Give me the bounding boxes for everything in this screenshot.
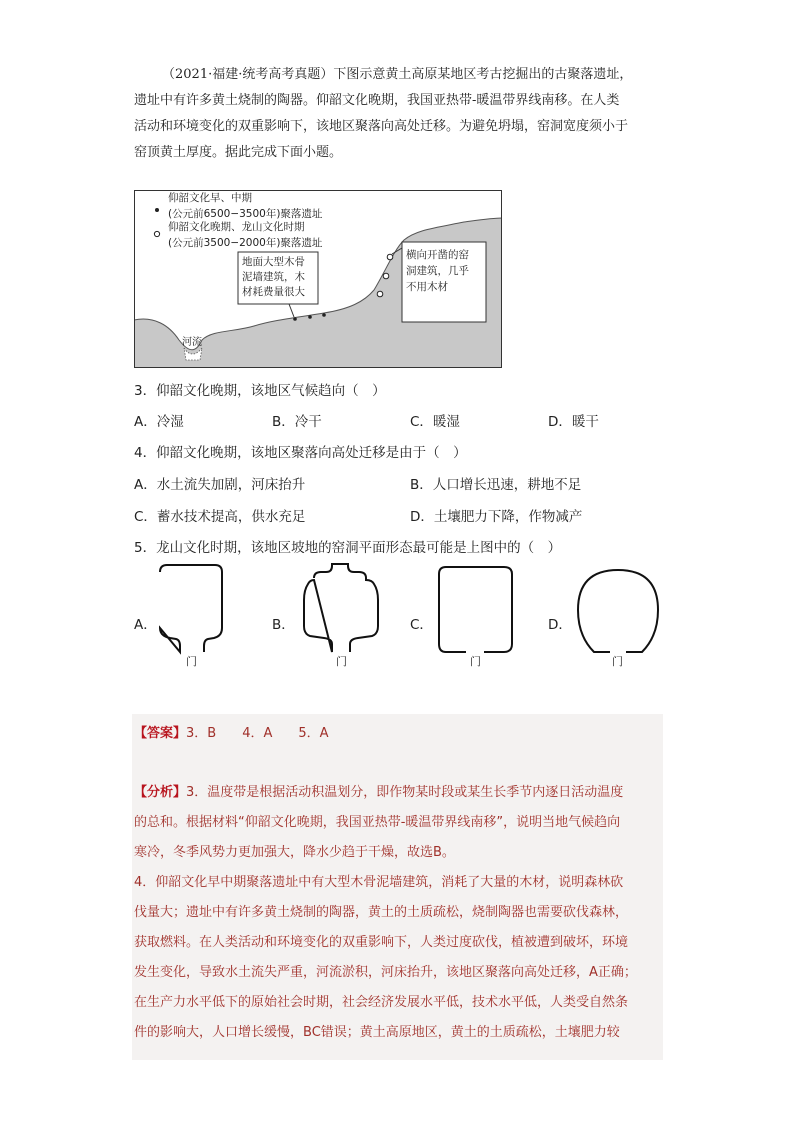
settlement-early-3 bbox=[322, 313, 326, 317]
q4-stem: 4．仰韶文化晚期，该地区聚落向高处迁移是由于（ ） bbox=[134, 445, 467, 461]
analysis-line: 寒冷，冬季风势力更加强大，降水少趋于干燥，故选B。 bbox=[134, 845, 455, 860]
settlement-late-2 bbox=[383, 273, 389, 279]
intro-line: 遗址中有许多黄土烧制的陶器。仰韶文化晚期，我国亚热带-暖温带界线南移。在人类 bbox=[134, 93, 620, 108]
q5-option-a[interactable]: A． bbox=[134, 617, 157, 633]
intro-line: （2021·福建·统考高考真题）下图示意黄土高原某地区考古挖掘出的古聚落遗址， bbox=[162, 67, 633, 82]
q5-option-b[interactable]: B． bbox=[272, 617, 295, 633]
door-label-c: 门 bbox=[470, 655, 481, 668]
legend1-text-2: (公元前6500−3500年)聚落遗址 bbox=[168, 208, 323, 220]
q4-option-b[interactable]: B．人口增长迅速，耕地不足 bbox=[410, 477, 582, 493]
legend2-text-1: 仰韶文化晚期、龙山文化时期 bbox=[168, 221, 305, 233]
analysis-tag: 【分析】 bbox=[134, 785, 187, 800]
answer-tag: 【答案】 bbox=[134, 726, 187, 741]
door-label-b: 门 bbox=[336, 655, 347, 668]
cave-plan-d bbox=[572, 566, 664, 668]
answer-text: 3．B 4．A 5．A bbox=[186, 726, 329, 741]
q4-option-d[interactable]: D．土壤肥力下降，作物减产 bbox=[410, 509, 583, 525]
callout2-text-1: 横向开凿的窑 bbox=[406, 249, 469, 261]
q4-option-c[interactable]: C．蓄水技术提高，供水充足 bbox=[134, 509, 306, 525]
analysis-line: 伐量大；遗址中有许多黄土烧制的陶器，黄土的土质疏松，烧制陶器也需要砍伐森林， bbox=[134, 905, 629, 920]
q3-option-d[interactable]: D．暖干 bbox=[548, 414, 599, 430]
callout1-text-1: 地面大型木骨 bbox=[242, 256, 305, 268]
analysis-line: 发生变化，导致水土流失严重，河流淤积，河床抬升，该地区聚落向高处迁移，A正确； bbox=[134, 965, 637, 980]
settlement-late-3 bbox=[377, 291, 383, 297]
cave-plan-b bbox=[294, 562, 386, 668]
callout2-text-3: 不用木材 bbox=[406, 281, 448, 293]
river-label: 河流 bbox=[182, 337, 202, 348]
q5-option-d[interactable]: D． bbox=[548, 617, 572, 633]
loess-settlement-figure bbox=[134, 190, 502, 368]
analysis-line: 件的影响大，人口增长缓慢，BC错误；黄土高原地区，黄土的土质疏松，土壤肥力较 bbox=[134, 1025, 620, 1040]
door-label-d: 门 bbox=[612, 655, 623, 668]
analysis-line: 4．仰韶文化早中期聚落遗址中有大型木骨泥墙建筑，消耗了大量的木材，说明森林砍 bbox=[134, 875, 624, 890]
intro-line: 活动和环境变化的双重影响下，该地区聚落向高处迁移。为避免坍塌，窑洞宽度须小于 bbox=[134, 119, 629, 134]
cave-plan-a bbox=[156, 562, 228, 668]
q3-option-a[interactable]: A．冷湿 bbox=[134, 414, 184, 430]
legend1-text-1: 仰韶文化早、中期 bbox=[168, 192, 252, 204]
analysis-line: 获取燃料。在人类活动和环境变化的双重影响下，人类过度砍伐，植被遭到破坏，环境 bbox=[134, 935, 629, 950]
legend-dot-hollow bbox=[154, 231, 159, 236]
q4-option-a[interactable]: A．水土流失加剧，河床抬升 bbox=[134, 477, 306, 493]
settlement-early-1 bbox=[293, 317, 297, 321]
answer-line bbox=[134, 722, 329, 741]
q3-option-c[interactable]: C．暖湿 bbox=[410, 414, 460, 430]
q3-stem: 3．仰韶文化晚期，该地区气候趋向（ ） bbox=[134, 383, 386, 399]
terrain-cross-section bbox=[134, 190, 502, 368]
intro-line: 窑顶黄土厚度。据此完成下面小题。 bbox=[134, 145, 343, 160]
callout1-pointer bbox=[289, 304, 294, 317]
settlement-late-1 bbox=[387, 254, 393, 260]
q5-option-c[interactable]: C． bbox=[410, 617, 433, 633]
question-intro bbox=[134, 62, 664, 166]
q5-stem: 5．龙山文化时期，该地区坡地的窑洞平面形态最可能是上图中的（ ） bbox=[134, 540, 562, 556]
legend-dot-filled bbox=[155, 208, 159, 212]
analysis-line: 3．温度带是根据活动积温划分，即作物某时段或某生长季节内逐日活动温度 bbox=[186, 785, 624, 800]
callout1-text-2: 泥墙建筑，木 bbox=[242, 271, 305, 283]
analysis-line: 的总和。根据材料“仰韶文化晚期，我国亚热带-暖温带界线南移”，说明当地气候趋向 bbox=[134, 815, 621, 830]
cave-plan-c bbox=[432, 564, 518, 668]
legend2-text-2: (公元前3500−2000年)聚落遗址 bbox=[168, 237, 323, 249]
callout1-text-3: 材耗费量很大 bbox=[242, 286, 305, 298]
settlement-early-2 bbox=[308, 315, 312, 319]
analysis-line: 在生产力水平低下的原始社会时期，社会经济发展水平低，技术水平低，人类受自然条 bbox=[134, 995, 629, 1010]
q3-option-b[interactable]: B．冷干 bbox=[272, 414, 322, 430]
door-label-a: 门 bbox=[186, 655, 197, 668]
callout2-text-2: 洞建筑，几乎 bbox=[406, 265, 469, 277]
analysis-block bbox=[134, 778, 662, 1048]
